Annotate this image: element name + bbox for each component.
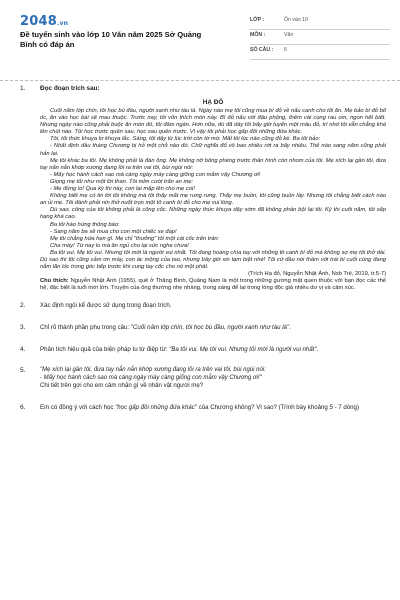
question-text-lead: Chỉ rõ thành phần phụ trong câu: [40, 324, 131, 332]
note-label: Chú thích: [40, 278, 69, 285]
question-text-tail: . [316, 345, 319, 353]
question-text-tail: . [289, 324, 291, 332]
meta-key: LỚP : [250, 17, 265, 23]
passage-paragraph: - Sang năm ba sẽ mua cho con một chiếc xe đạp! [50, 228, 177, 235]
meta-row-grade [250, 15, 390, 30]
question-text [40, 404, 386, 412]
question-text-lead: Em có đồng ý với cách học [40, 403, 116, 411]
question-quote-line: - Mấy học hành cách sao mà càng ngày mày càng giống con mắm vậy Chương ơi!" [40, 374, 262, 381]
document-title: Đề tuyển sinh vào lớp 10 Văn năm 2025 Sở Quảng Bình có đáp án [20, 30, 202, 49]
question-number: 2. [20, 302, 26, 310]
logo-main: 2048 [20, 14, 57, 29]
question-number: 6. [20, 403, 26, 411]
passage-paragraph: Tôi, tôi thức khuya lơ khuya lắc. Sáng, tôi dậy từ lúc trời còn tờ mờ. Mất tôi lúc nào cũng đỏ kè. Ba tôi bảo: [50, 136, 321, 143]
question-text-tail: của Chương không? Vì sao? (Trình bày khoảng 5 - 7 dòng) [196, 403, 359, 411]
question-number: 3. [20, 324, 26, 332]
question-number: 4. [20, 345, 26, 353]
passage-paragraph: Mẹ tôi chẳng hứa hẹn gì. Mẹ chỉ "thưởng" tôi một cái cốc trên trán: [50, 235, 220, 242]
question-number: 1. [20, 85, 26, 92]
passage-paragraph: - Mẹ đừng lo! Qua kỳ thi này, con lại mập lên cho mẹ coi! [50, 186, 195, 193]
question-1 [0, 85, 400, 292]
question-quote: "Cuối năm lớp chín, tôi học bù đầu, người xanh như tàu lá" [130, 324, 290, 332]
passage-paragraph: Cuối năm lớp chín, tôi học bù đầu, người xanh như tàu lá. Ngày nào mẹ tôi cũng mua bí đỏ về nấu canh cho tôi ăn. Mẹ bảo bí đỏ bổ óc, ăn vào học bài sẽ mau thuộc. Trước nay, tôi vốn thích món này. Bí đỏ nấu với đậu phộng, thêm vài cọng rau om, ngon hết biết. Nhưng ngày nào cũng phải buộc ăn món đó, tôi đâm ngán. Hơn nữa, dù đã dày tôi bấy giờ tuyển một mâu đỏ, trí nhớ tôi vẫn chẳng khá lên chút nào. Tôi học trước quên sau, học sau quên trước. Vì vậy tôi phải học gấp đôi những đứa khác. [40, 108, 386, 136]
meta-row-subject [250, 30, 390, 45]
question-5 [0, 367, 400, 389]
header-divider [0, 80, 400, 81]
question-text: Chi tiết trên gợi cho em cảm nhận gì về nhân vật người mẹ? [40, 382, 204, 390]
author-note [40, 278, 386, 292]
page-header [0, 0, 400, 82]
question-3 [0, 324, 400, 332]
question-title: Đọc đoạn trích sau: [40, 85, 100, 92]
passage-paragraph: Dù sao, công của tôi không phải là công cốc. Những ngày thức khuya dậy sớm đã không phản bội lại tôi. Kỳ thi cuối năm, tôi xếp hạng khá cao. [40, 207, 386, 221]
meta-value: Ôn vào 10 [284, 17, 308, 23]
meta-panel [250, 15, 390, 60]
passage-citation: (Trích Hạ đỏ, Nguyễn Nhật Ánh, Nxb Trẻ, 2019, tr.5-7) [248, 271, 386, 278]
passage-paragraph: Giọng mẹ tôi như một lời than. Tôi mỉm cười trấn an mẹ: [50, 178, 194, 185]
question-2 [0, 302, 400, 310]
passage-paragraph: Ba tôi hào hứng thông báo: [50, 221, 120, 228]
meta-key: SỐ CÂU : [250, 47, 274, 53]
meta-key: MÔN : [250, 32, 266, 38]
question-quote-line: "Mẹ xích lại gần tôi, đưa tay nắn nắn khớp xương đang lồi ra trên vai tôi, bùi ngùi nói: [40, 367, 266, 374]
site-logo[interactable] [20, 14, 68, 29]
meta-row-question-count [250, 45, 390, 60]
question-quote: "học gấp đôi những đứa khác" [115, 403, 197, 411]
question-number: 5. [20, 367, 26, 375]
passage-paragraph: Mẹ tôi khác ba tôi. Mẹ không phải là đàn ông. Mẹ không nỡ bông phèng trước thân hình còn nhom của tôi. Mẹ xích lại gần tôi, đưa tay nắn nắn khớp xương đang lồi ra trên vai tôi, bùi ngùi nói: [40, 157, 386, 171]
passage-paragraph: - Mấy học hành cách sao mà càng ngày mày càng giống con mắm vậy Chương ơi! [50, 171, 261, 178]
question-quote: "Ba tôi vui. Mẹ tôi vui. Nhưng tôi mới là người vui nhất" [169, 345, 317, 353]
passage-paragraph: Cha mày! Từ nay lo mà ăn ngủ cho lại sức nghe chưa! [50, 242, 189, 249]
passage-paragraph: - Nhất định đầu tháng Chương bị hỏ một chỗ nào đó. Chữ nghĩa đổ vô bao nhiêu rớt ra bấy nhiêu. Thế nào sang năm cũng phải hản lại. [40, 143, 386, 157]
meta-value: 6 [284, 47, 287, 53]
passage-paragraph: Không biết mẹ có tin lời tôi không mà tôi thấy mắt mẹ rưng rưng. Thấy mẹ buồn, tôi cũng buồn lây. Nhưng tôi chẳng biết cách nào an ủi mẹ. Tôi đành phải nín thở nuốt trọn một tô canh bí đỏ cho mẹ vui lòng. [40, 193, 386, 207]
reading-passage [40, 108, 386, 271]
passage-paragraph: Ba tôi vui. Mẹ tôi vui. Nhưng tôi mới là người vui nhất. Tôi đang hoàng chìa tay với những tô canh bí đỏ mà không sợ mẹ tôi thở dài. Dù sao thì tôi cũng cảm ơn mày, con ác mộng của tao, nhưng bây giờ xin tạm biệt nhé! Tôi cứ đầu nói thầm với trái bí cuối cùng đang nằm lăn lóc trong góc bếp trước khi cung tay cốc cho nó một phát. [40, 249, 386, 271]
passage-title: HẠ ĐỎ [202, 99, 224, 106]
question-6 [0, 404, 400, 412]
question-text: Xác định ngôi kể được sử dụng trong đoạn trích. [40, 302, 172, 310]
question-text-lead: Phân tích hiệu quả của biện pháp tu từ điệp từ: [40, 345, 170, 353]
question-text [40, 346, 386, 354]
question-text [40, 324, 386, 332]
question-list [0, 85, 400, 411]
question-4 [0, 346, 400, 354]
logo-suffix: .vn [56, 20, 69, 27]
note-text: Nguyễn Nhật Ánh (1955), quê ở Thăng Bình, Quảng Nam là một trong những gương mặt quen thuộc với bạn đọc các thế hệ, đặc biệt là tuổi mới lớn. Truyện của ông thường nhẹ nhàng, trong sáng để lại trong lòng độc giả nhiều dư vị và cảm xúc. [40, 278, 386, 292]
meta-value: Văn [284, 32, 294, 38]
